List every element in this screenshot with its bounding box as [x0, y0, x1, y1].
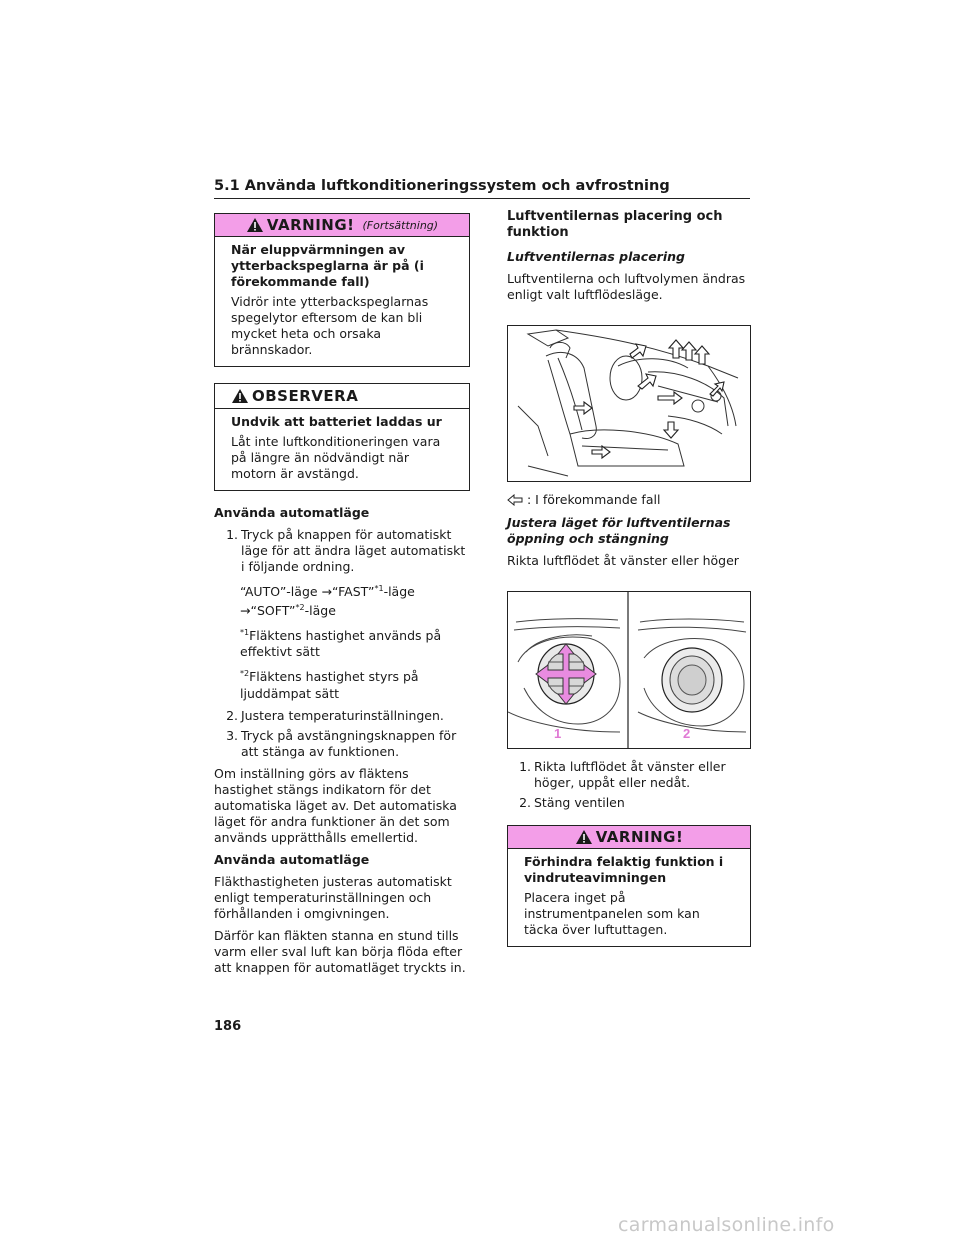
footnote-2 — [214, 666, 470, 701]
warning-header-2 — [508, 826, 750, 848]
auto-mode2-para1: Fläkthastigheten justeras automatiskt enligt temperaturinställningen och förhållanden i omgivningen. — [214, 873, 452, 921]
warning-body-2 — [508, 848, 750, 946]
warning-text-2: Placera inget på instrumentpanelen som kan täcka över luftuttagen. — [524, 890, 700, 937]
optional-arrow-icon — [507, 494, 523, 506]
footnote-ref-1: *1 — [374, 584, 384, 593]
footnote-ref-2: *2 — [295, 603, 305, 613]
warning-label-2: VARNING! — [595, 828, 684, 846]
vents-para-2: Rikta luftflödet åt vänster eller höger — [507, 553, 739, 568]
vent-adjust-illustration — [508, 592, 750, 748]
notice-text: Låt inte luftkonditioneringen vara på längre än nödvändigt när motorn är avstängd. — [231, 434, 441, 481]
footnote-text-2: Fläktens hastighet styrs på ljuddämpat sätt — [240, 669, 419, 701]
notice-triangle-icon — [231, 388, 249, 404]
warning-text: Vidrör inte ytterbackspeglarnas spegelytor eftersom de kan bli mycket heta och orsaka brännskador. — [231, 294, 429, 357]
warning-triangle-icon — [246, 217, 264, 233]
vent-adjust-figure — [507, 591, 751, 749]
vents-subheading-2: Justera läget för luftventilernas öppning och stängning — [507, 515, 731, 546]
notice-title: Undvik att batteriet laddas ur — [231, 414, 442, 429]
footnote-mark-2: *2 — [240, 669, 250, 679]
footnote-mark-1: *1 — [240, 628, 250, 638]
step-number: 2. — [226, 707, 238, 723]
auto-mode-heading: Använda automatläge — [214, 505, 370, 520]
left-column — [214, 213, 470, 982]
page-number: 186 — [214, 1019, 242, 1034]
list-item — [214, 708, 470, 724]
section-header: 5.1 Använda luftkonditioneringssystem och avfrostning — [214, 178, 750, 199]
warning-box-continued — [214, 213, 470, 367]
auto-mode-heading-2: Använda automatläge — [214, 851, 370, 867]
notice-label: OBSERVERA — [252, 387, 359, 405]
footnote-text-1: Fläktens hastighet används på effektivt sätt — [240, 628, 442, 660]
list-item — [214, 728, 470, 760]
notice-header — [215, 384, 469, 409]
list-item — [507, 759, 751, 791]
warning-header — [215, 214, 469, 236]
vents-subheading-1: Luftventilernas placering — [507, 249, 685, 264]
notice-body — [215, 409, 469, 490]
legend-text: : I förekommande fall — [527, 492, 661, 507]
mode-order-part3: -läge — [304, 603, 336, 619]
warning-title: När eluppvärmningen av ytterbackspeglarna är på (i förekommande fall) — [231, 242, 424, 289]
right-column — [507, 209, 751, 961]
warning-title-2: Förhindra felaktig funktion i vindruteavimningen — [524, 854, 724, 885]
cabin-vent-illustration — [508, 326, 750, 481]
step-number: 1. — [519, 759, 531, 774]
auto-mode2-para2: Därför kan fläkten stanna en stund tills varm eller sval luft kan börja flöda efter att knappen för automatläget tryckts in. — [214, 927, 466, 975]
vents-para-1: Luftventilerna och luftvolymen ändras enligt valt luftflödesläge. — [507, 271, 746, 302]
warning-continued: (Fortsättning) — [362, 218, 439, 232]
step-number: 3. — [226, 727, 238, 743]
warning-box-2 — [507, 825, 751, 947]
auto-mode-steps-cont — [214, 708, 470, 760]
list-item — [507, 795, 751, 811]
auto-mode-paragraph: Om inställning görs av fläktens hastighet stängs indikatorn för det automatiska läget av. Det automatiska läget för andra funktioner än det som används upprätthålls emellertid. — [214, 765, 457, 845]
legend-row — [507, 492, 751, 507]
vents-heading: Luftventilernas placering och funktion — [507, 209, 723, 240]
notice-box — [214, 383, 470, 491]
warning-label: VARNING! — [266, 216, 355, 234]
list-item — [214, 527, 470, 575]
mode-order-part1: “AUTO”-läge →“FAST” — [240, 584, 375, 600]
step-text: Tryck på avstängningsknappen för att stänga av funktionen. — [241, 727, 457, 759]
auto-mode-steps — [214, 527, 470, 575]
step-text: Tryck på knappen för automatiskt läge för att ändra läget automatiskt i följande ordning. — [241, 527, 466, 574]
mode-order-part2: -läge →“SOFT” — [240, 584, 415, 619]
step-number: 1. — [226, 527, 238, 542]
vent-steps — [507, 759, 751, 811]
mode-order — [214, 581, 470, 619]
step-number: 2. — [519, 795, 531, 810]
figure-label-1: 1 — [554, 726, 562, 741]
warning-body — [215, 236, 469, 366]
vent-location-figure — [507, 325, 751, 482]
figure-label-2: 2 — [683, 726, 691, 741]
watermark: carmanualsonline.info — [618, 1214, 835, 1236]
step-text: Justera temperaturinställningen. — [241, 707, 444, 723]
step-text: Rikta luftflödet åt vänster eller höger, uppåt eller nedåt. — [534, 759, 726, 790]
footnote-1 — [214, 625, 470, 660]
step-text: Stäng ventilen — [534, 795, 625, 810]
warning-triangle-icon — [575, 829, 593, 845]
